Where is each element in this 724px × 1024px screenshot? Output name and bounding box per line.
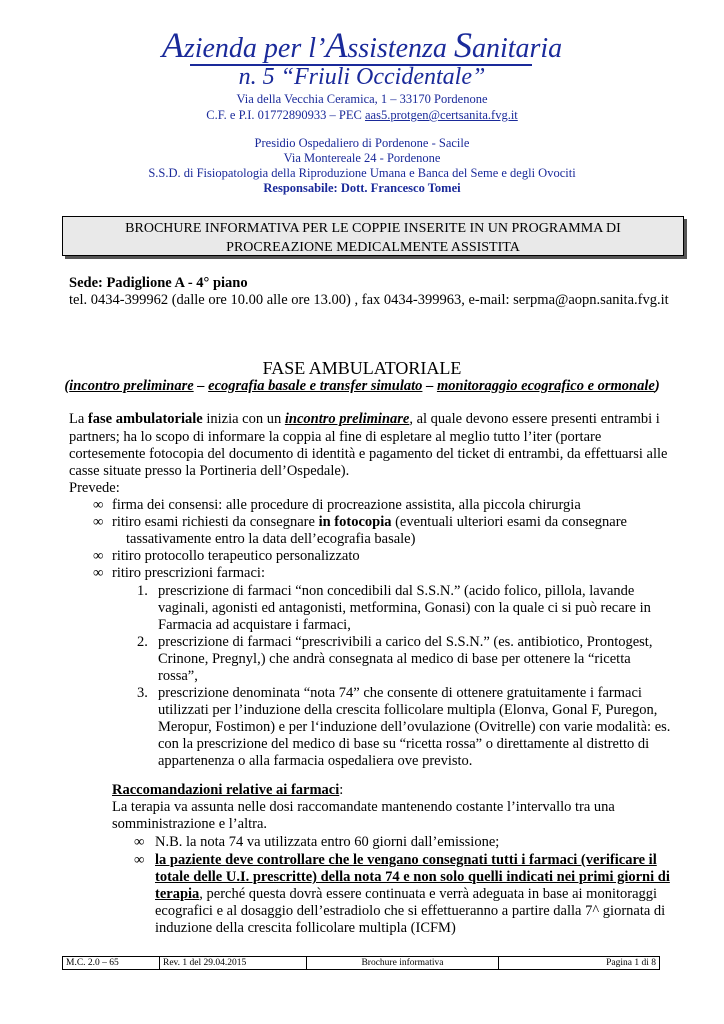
letterhead-subtitle: n. 5 “Friuli Occidentale”: [238, 64, 486, 90]
prescription-line: appartenenza o alla farmacia ospedaliera ove previsto.: [158, 753, 473, 769]
title-part-3: anitaria: [471, 33, 563, 64]
letterhead-fiscal: [0, 108, 724, 123]
raccomandazioni-line-2: somministrazione e l’altra.: [112, 816, 268, 832]
sub-incontro: incontro preliminare: [69, 378, 194, 394]
intro-inizia: inizia con un: [202, 411, 285, 427]
fiscal-code: C.F. e P.I. 01772890933 – PEC: [206, 108, 365, 122]
footer-document: Brochure informativa: [307, 957, 499, 969]
prescription-line: prescrizione di farmaci “non concedibili dal S.S.N.” (acido folico, pillola, lavande: [158, 583, 635, 599]
ssd-name: S.S.D. di Fisiopatologia della Riproduzione Umana e Banca del Seme e degli Ovociti: [148, 166, 576, 180]
footer-page-number: Pagina 1 di 8: [606, 958, 656, 968]
sub-monitoraggio: monitoraggio ecografico e ormonale: [436, 378, 655, 394]
section-subtitle: [0, 378, 724, 395]
prescription-line: prescrizione di farmaci “prescrivibili a carico del S.S.N.” (es. antibiotico, Prontogest,: [158, 634, 653, 650]
prescription-line: rossa”,: [158, 668, 198, 684]
prescription-line: utilizzati per l’induzione della crescita follicolare multipla (Elonva, Gonal F, Puregon,: [158, 702, 658, 718]
esami-a: ritiro esami richiesti da consegnare: [112, 514, 319, 530]
page-footer: [62, 956, 660, 970]
responsabile: Responsabile: Dott. Francesco Tomei: [263, 181, 461, 195]
paren-open: (: [64, 378, 70, 394]
title-part-2: ssistenza: [347, 33, 454, 64]
prescription-line: prescrizione denominata “nota 74” che consente di ottenere gratuitamente i farmaci: [158, 685, 642, 701]
bullet-icon: ∞: [134, 834, 145, 850]
raccomandazioni-colon: :: [339, 782, 344, 798]
section-title: FASE AMBULATORIALE: [262, 358, 462, 378]
prescription-line: Crinone, Pregnyl,) che andrà consegnata al medico di base per ottenere la “ricetta: [158, 651, 631, 667]
bullet-consensi: firma dei consensi: alle procedure di procreazione assistita, alla piccola chirurgia: [112, 497, 581, 513]
warn-terapia: terapia: [155, 886, 200, 902]
bullet-icon: ∞: [93, 514, 104, 530]
sede-contacts: tel. 0434-399962 (dalle ore 10.00 alle ore 13.00) , fax 0434-399963, e-mail: serpma@aopn.sanita.fvg.it: [69, 292, 669, 308]
raccomandazioni-title: Raccomandazioni relative ai farmaci: [112, 782, 340, 798]
intro-line-1: [69, 411, 660, 428]
intro-la: La: [69, 411, 88, 427]
letterhead-address: Via della Vecchia Ceramica, 1 – 33170 Pordenone: [236, 92, 488, 106]
title-part-1: zienda per l’: [183, 33, 326, 64]
bullet-icon: ∞: [93, 565, 104, 581]
intro-line-3: cortesemente fotocopia del documento di identità e pagamento del ticket di entrambi, da effettuarsi alle: [69, 446, 668, 462]
prescription-line: con la prescrizione del medico di base su “ricetta rossa” o direttamente al distretto di: [158, 736, 650, 752]
warn-line-3: [155, 886, 657, 903]
sub-ecografia: ecografia basale e transfer simulato: [208, 378, 423, 394]
initial-b: A: [325, 25, 348, 65]
banner-line-2: PROCREAZIONE MEDICALMENTE ASSISTITA: [226, 240, 520, 255]
footer-code: M.C. 2.0 – 65: [63, 957, 160, 969]
bullet-icon: ∞: [93, 497, 104, 513]
letterhead-title: [0, 24, 724, 66]
warn-rest: , perché questa dovrà essere continuata e verrà adeguata in base ai monitoraggi: [199, 886, 658, 902]
footer-revision: Rev. 1 del 29.04.2015: [160, 957, 307, 969]
pec-link[interactable]: aas5.protgen@certsanita.fvg.it: [364, 108, 518, 122]
bullet-esami-cont: tassativamente entro la data dell’ecografia basale): [126, 531, 416, 547]
esami-c: (eventuali ulteriori esami da consegnare: [391, 514, 627, 530]
prescription-line: vaginali, agonisti ed antagonisti, metformina, Gonasi) con la quale ci si può recare in: [158, 600, 651, 616]
warn-line-5: induzione della crescita follicolare multipla (ICFM): [155, 920, 456, 936]
intro-incontro: incontro preliminare: [284, 411, 410, 427]
bullet-icon: ∞: [134, 852, 145, 868]
sede-label: Sede: Padiglione A - 4° piano: [69, 275, 248, 291]
esami-fotocopia: in fotocopia: [318, 514, 392, 530]
bullet-prescrizioni: ritiro prescrizioni farmaci:: [112, 565, 265, 581]
intro-line-4: casse situate presso la Portineria dell’Ospedale).: [69, 463, 350, 479]
paren-close: ): [654, 378, 660, 394]
prescription-number: 3.: [137, 685, 148, 701]
raccomandazioni-heading: [112, 782, 343, 799]
prevede-label: Prevede:: [69, 480, 120, 496]
prescription-line: Meropur, Fostimon) e per l‘induzione dell’ovulazione (Ovitrelle) con varie modalità: es.: [158, 719, 671, 735]
raccomandazioni-line-1: La terapia va assunta nelle dosi raccomandate mantenendo costante l’intervallo tra una: [112, 799, 615, 815]
presidio-address: Via Montereale 24 - Pordenone: [283, 151, 441, 165]
brochure-banner: [62, 216, 684, 256]
initial-a: A: [161, 25, 184, 65]
presidio-name: Presidio Ospedaliero di Pordenone - Sacile: [254, 136, 470, 150]
warn-line-2: totale delle U.I. prescritte) della nota 74 e non solo quelli indicati nei primi giorni di: [155, 869, 670, 885]
sub-sep-1: –: [193, 378, 209, 394]
banner-line-1: BROCHURE INFORMATIVA PER LE COPPIE INSERITE IN UN PROGRAMMA DI: [125, 221, 621, 236]
sub-sep-2: –: [422, 378, 437, 394]
prescription-line: Farmacia ad acquistare i farmaci,: [158, 617, 351, 633]
bullet-esami: [112, 514, 627, 531]
prescription-number: 2.: [137, 634, 148, 650]
initial-c: S: [453, 25, 472, 65]
prescription-number: 1.: [137, 583, 148, 599]
intro-line-2: partners; ha lo scopo di informare la coppia al fine di espletare al meglio tutto l’iter (portare: [69, 429, 602, 445]
bullet-protocollo: ritiro protocollo terapeutico personalizzato: [112, 548, 360, 564]
warn-line-1: la paziente deve controllare che le vengano consegnati tutti i farmaci (verificare il: [155, 852, 657, 868]
nb-nota74: N.B. la nota 74 va utilizzata entro 60 giorni dall’emissione;: [155, 834, 500, 850]
intro-fase: fase ambulatoriale: [87, 411, 203, 427]
intro-rest: , al quale devono essere presenti entrambi i: [409, 411, 660, 427]
bullet-icon: ∞: [93, 548, 104, 564]
warn-line-4: ecografici e al dosaggio dell’estradiolo che si effettueranno a partire dalla 7^ giornata di: [155, 903, 666, 919]
